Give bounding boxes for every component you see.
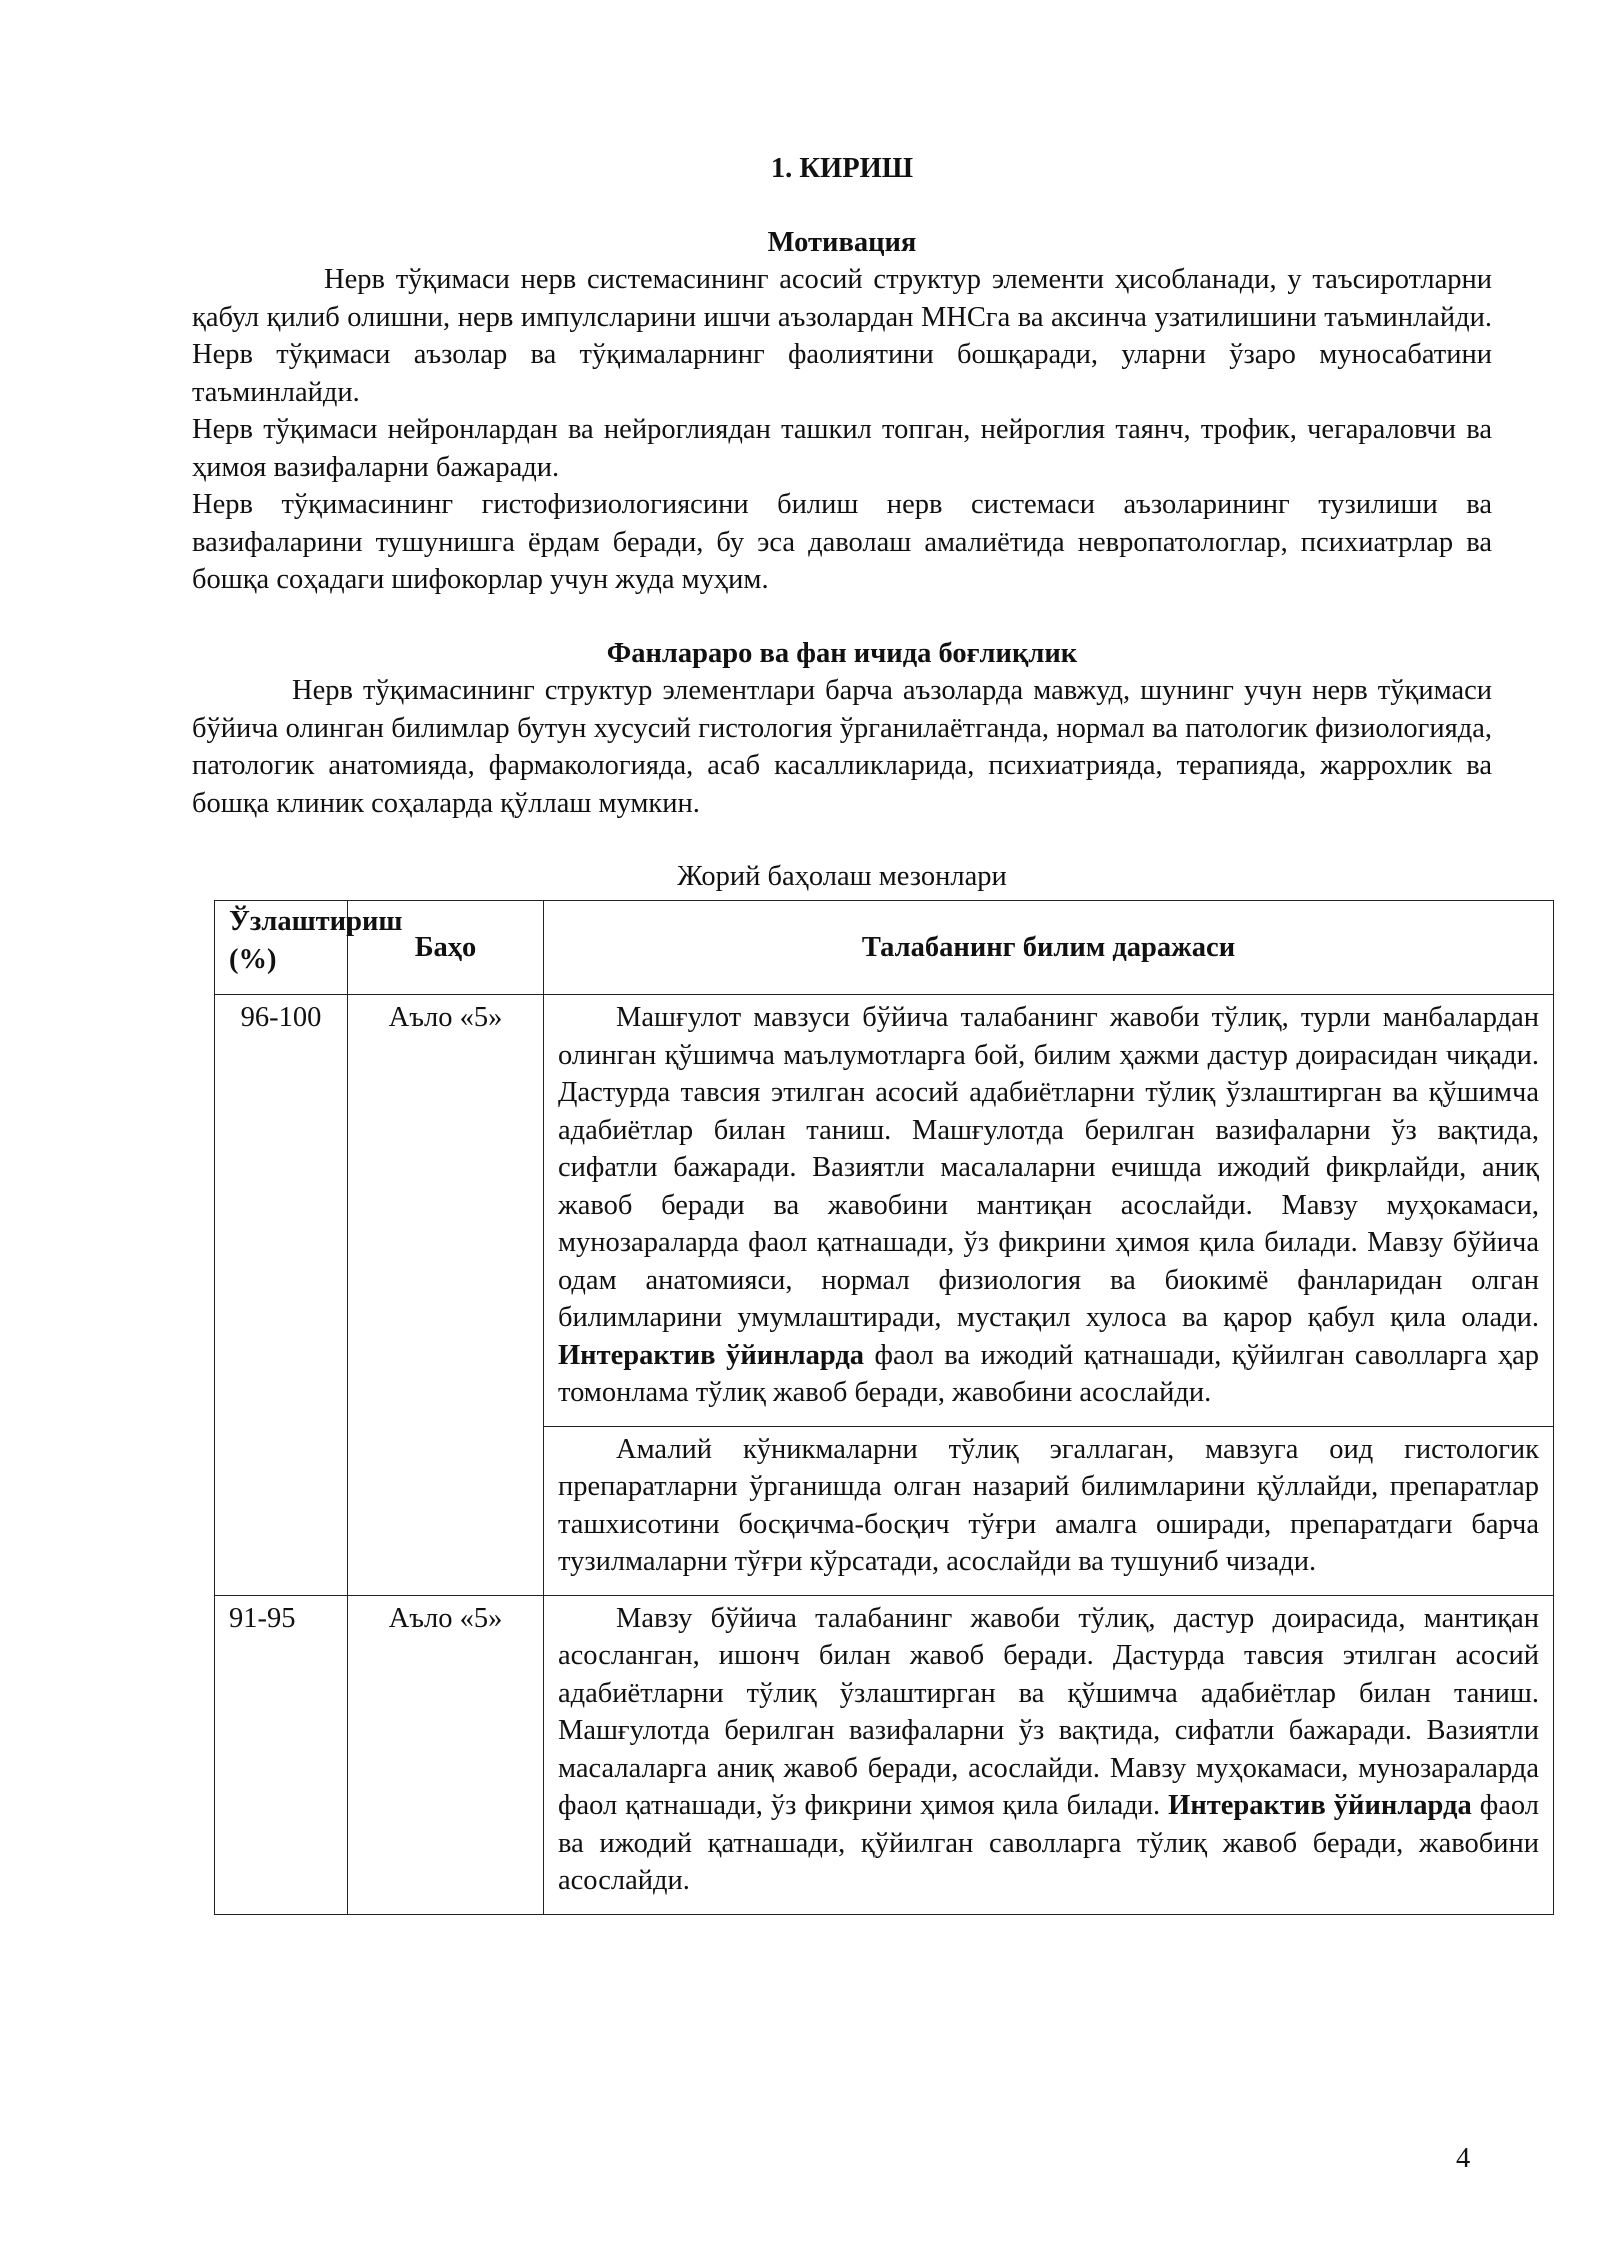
motivation-title: Мотивация (767, 226, 917, 258)
table-header-row (215, 901, 1554, 995)
description-text: Машғулот мавзуси бўйича талабанинг жавоби тўлиқ, турли манбалардан олинган қўшимча маълумотларга бой, билим ҳажми дастур доирасидан чиқади. Дастурда тавсия этилган асосий адабиётларни тўлиқ ўзлаштирган ва қўшимча адабиётлар билан таниш. Машғулотда берилган вазифаларни ўз вақтида, сифатли бажаради. Вазиятли масалаларни ечишда ижодий фикрлайди, аниқ жавоб беради ва жавобини мантиқан асослайди. Мавзу муҳокамаси, мунозараларда фаол қатнашади, ўз фикрини ҳимоя қила билади. Мавзу бўйича одам анатомияси, нормал физиология ва биокимё фанларидан олган билимларини умумлаштиради, мустақил хулоса ва қарор қабул қила олади. (558, 1002, 1539, 1333)
header-level: Талабанинг билим даражаси (544, 901, 1554, 995)
table-row (215, 1595, 1554, 1914)
row-description: Амалий кўникмаларни тўлиқ эгаллаган, мавзуга оид гистологик препаратларни ўрганишда олган назарий билимларини қўллайди, препаратлар ташхисотини босқичма-босқич тўғри амалга оширади, препаратдаги барча тузилмаларни тўғри кўрсатади, асослайди ва тушуниб чизади. (544, 1426, 1554, 1595)
motivation-paragraph-3: Нерв тўқимасининг гистофизиологиясини билиш нерв системаси аъзоларининг тузилиши ва вазифаларини тушунишга ёрдам беради, бу эса даволаш амалиётида невропатологлар, психиатрлар ва бошқа соҳадаги шифокорлар учун жуда муҳим. (192, 489, 1492, 595)
interdisciplinary-paragraph: Нерв тўқимасининг структур элементлари барча аъзоларда мавжуд, шунинг учун нерв тўқимаси бўйича олинган билимлар бутун хусусий гистология ўрганилаётганда, нормал ва патологик физиологияда, патологик анатомияда, фармакологияда, асаб касалликларида, психиатрияда, терапияда, жаррохлик ва бошқа клиник соҳаларда қўллаш мумкин. (192, 675, 1492, 819)
row-percent: 96-100 (215, 995, 348, 1596)
row-grade: Аъло «5» (348, 995, 544, 1596)
description-text: фаол ва ижодий қатнашади, қўйилган саволларга тўлиқ жавоб беради, жавобини асослайди. (558, 1790, 1539, 1896)
row-grade: Аъло «5» (348, 1595, 544, 1914)
page-number: 4 (1456, 2143, 1471, 2174)
description-text: фаол ва ижодий қатнашади, қўйилган саволларга ҳар томонлама тўлиқ жавоб беради, жавобини асослайди. (558, 1339, 1540, 1408)
document-page (192, 150, 1492, 896)
row-percent: 91-95 (215, 1595, 348, 1914)
header-grade: Баҳо (348, 901, 544, 995)
description-bold-term: Интерактив ўйинларда (558, 1339, 865, 1371)
row-description (544, 1595, 1554, 1914)
description-text: Мавзу бўйича талабанинг жавоби тўлиқ, дастур доирасида, мантиқан асосланган, ишонч билан жавоб беради. Дастурда тавсия этилган асосий адабиётларни тўлиқ ўзлаштирган ва қўшимча адабиётлар билан таниш. Машғулотда берилган вазифаларни ўз вақтида, сифатли бажаради. Вазиятли масалаларга аниқ жавоб беради, асослайди. Мавзу муҳокамаси, мунозараларда фаол қатнашади, ўз фикрини ҳимоя қила билади. (558, 1602, 1539, 1821)
grading-criteria-table (214, 900, 1554, 1915)
section-heading: 1. КИРИШ (770, 153, 914, 184)
row-description (544, 995, 1554, 1427)
motivation-paragraph-2: Нерв тўқимаси нейронлардан ва нейроглиядан ташкил топган, нейроглия таянч, трофик, чегараловчи ва ҳимоя вазифаларни бажаради. (192, 414, 1492, 483)
header-percent: Ўзлаштириш (%) (215, 901, 348, 995)
motivation-paragraph-1: Нерв тўқимаси нерв системасининг асосий структур элементи ҳисобланади, у таъсиротларни қабул қилиб олишни, нерв импулсларини ишчи аъзолардан МНСга ва аксинча узатилишини таъминлайди. Нерв тўқимаси аъзолар ва тўқималарнинг фаолиятини бошқаради, уларни ўзаро муносабатини таъминлайди. (192, 264, 1492, 408)
interdisciplinary-title: Фанлараро ва фан ичида боғлиқлик (606, 637, 1078, 669)
description-bold-term: Интерактив ўйинларда (1168, 1790, 1472, 1821)
table-caption: Жорий баҳолаш мезонлари (677, 861, 1007, 892)
table-row (215, 995, 1554, 1427)
